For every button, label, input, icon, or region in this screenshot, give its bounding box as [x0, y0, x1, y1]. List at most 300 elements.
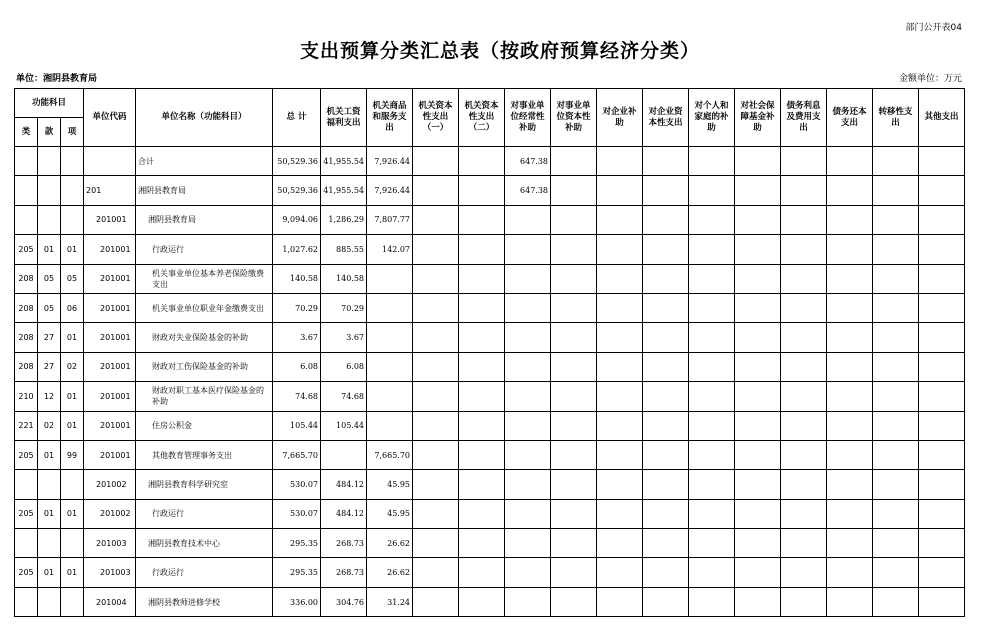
cell-total: 295.35 — [273, 529, 321, 558]
cell-name: 机关事业单位基本养老保险缴费支出 — [136, 264, 273, 293]
cell-c1 — [321, 440, 367, 469]
cell-empty — [551, 235, 597, 264]
header-total: 总 计 — [273, 89, 321, 147]
cell-kuan — [38, 176, 61, 205]
cell-empty — [735, 147, 781, 176]
cell-kuan: 27 — [38, 323, 61, 352]
cell-c1: 70.29 — [321, 293, 367, 322]
cell-empty — [551, 411, 597, 440]
cell-c1: 74.68 — [321, 382, 367, 411]
cell-empty — [689, 587, 735, 616]
cell-kuan — [38, 587, 61, 616]
cell-c3 — [413, 411, 459, 440]
cell-empty — [919, 587, 965, 616]
cell-c3 — [413, 176, 459, 205]
cell-empty — [551, 323, 597, 352]
cell-empty — [827, 205, 873, 234]
cell-c3 — [413, 470, 459, 499]
cell-empty — [827, 147, 873, 176]
cell-empty — [873, 587, 919, 616]
cell-name: 财政对失业保险基金的补助 — [136, 323, 273, 352]
cell-empty — [689, 323, 735, 352]
cell-c4 — [459, 235, 505, 264]
cell-kuan: 12 — [38, 382, 61, 411]
cell-empty — [735, 558, 781, 587]
cell-empty — [551, 176, 597, 205]
cell-c2: 31.24 — [367, 587, 413, 616]
cell-empty — [919, 235, 965, 264]
cell-c1: 268.73 — [321, 558, 367, 587]
header-xiang: 项 — [61, 118, 84, 147]
table-row — [15, 323, 965, 352]
cell-empty — [781, 205, 827, 234]
cell-empty — [643, 264, 689, 293]
cell-c3 — [413, 264, 459, 293]
cell-c1: 41,955.54 — [321, 147, 367, 176]
cell-lei — [15, 176, 38, 205]
cell-c5: 647.38 — [505, 147, 551, 176]
cell-lei — [15, 587, 38, 616]
cell-xiang: 01 — [61, 382, 84, 411]
cell-c2 — [367, 264, 413, 293]
cell-c5: 647.38 — [505, 176, 551, 205]
cell-name: 行政运行 — [136, 499, 273, 528]
cell-empty — [827, 235, 873, 264]
header-col: 债务利息及费用支出 — [781, 89, 827, 147]
cell-c5 — [505, 293, 551, 322]
page-title: 支出预算分类汇总表（按政府预算经济分类） — [299, 40, 700, 62]
header-col: 对个人和家庭的补助 — [689, 89, 735, 147]
cell-empty — [597, 558, 643, 587]
cell-empty — [551, 587, 597, 616]
cell-empty — [689, 352, 735, 381]
cell-name: 行政运行 — [136, 558, 273, 587]
cell-empty — [827, 382, 873, 411]
cell-empty — [827, 558, 873, 587]
header-col: 其他支出 — [919, 89, 965, 147]
table-row — [15, 382, 965, 411]
cell-empty — [873, 470, 919, 499]
cell-empty — [873, 558, 919, 587]
cell-empty — [597, 411, 643, 440]
cell-empty — [643, 499, 689, 528]
cell-c1: 484.12 — [321, 499, 367, 528]
cell-lei: 221 — [15, 411, 38, 440]
cell-empty — [735, 205, 781, 234]
cell-empty — [551, 440, 597, 469]
cell-c1: 105.44 — [321, 411, 367, 440]
cell-total: 74.68 — [273, 382, 321, 411]
cell-empty — [551, 352, 597, 381]
cell-empty — [873, 293, 919, 322]
cell-empty — [689, 264, 735, 293]
cell-empty — [551, 558, 597, 587]
cell-empty — [597, 235, 643, 264]
cell-total: 9,094.06 — [273, 205, 321, 234]
cell-empty — [873, 411, 919, 440]
cell-empty — [689, 529, 735, 558]
header-col: 对事业单位经常性补助 — [505, 89, 551, 147]
cell-lei: 210 — [15, 382, 38, 411]
cell-c3 — [413, 382, 459, 411]
cell-empty — [643, 529, 689, 558]
cell-c3 — [413, 293, 459, 322]
cell-empty — [781, 470, 827, 499]
cell-empty — [735, 323, 781, 352]
cell-total: 530.07 — [273, 499, 321, 528]
table-row — [15, 411, 965, 440]
cell-kuan — [38, 529, 61, 558]
cell-total: 295.35 — [273, 558, 321, 587]
cell-c4 — [459, 411, 505, 440]
cell-empty — [597, 352, 643, 381]
header-lei: 类 — [15, 118, 38, 147]
cell-empty — [827, 264, 873, 293]
cell-c5 — [505, 205, 551, 234]
cell-name: 财政对职工基本医疗保险基金的补助 — [136, 382, 273, 411]
table-row — [15, 264, 965, 293]
cell-c5 — [505, 264, 551, 293]
cell-kuan: 27 — [38, 352, 61, 381]
cell-c2 — [367, 411, 413, 440]
cell-c2 — [367, 352, 413, 381]
cell-c3 — [413, 235, 459, 264]
cell-empty — [919, 205, 965, 234]
cell-lei — [15, 205, 38, 234]
cell-lei: 208 — [15, 293, 38, 322]
cell-total: 336.00 — [273, 587, 321, 616]
cell-empty — [597, 323, 643, 352]
cell-empty — [781, 529, 827, 558]
cell-kuan: 02 — [38, 411, 61, 440]
cell-total: 530.07 — [273, 470, 321, 499]
table-row — [15, 235, 965, 264]
cell-code: 201003 — [84, 558, 136, 587]
cell-c4 — [459, 205, 505, 234]
cell-empty — [781, 352, 827, 381]
cell-c2 — [367, 293, 413, 322]
cell-empty — [551, 529, 597, 558]
cell-empty — [827, 411, 873, 440]
cell-c2: 7,926.44 — [367, 176, 413, 205]
table-body — [15, 147, 965, 617]
cell-empty — [827, 293, 873, 322]
cell-empty — [827, 176, 873, 205]
cell-empty — [919, 147, 965, 176]
cell-c1: 885.55 — [321, 235, 367, 264]
cell-xiang: 01 — [61, 558, 84, 587]
cell-c5 — [505, 352, 551, 381]
cell-empty — [873, 264, 919, 293]
cell-empty — [551, 205, 597, 234]
cell-code: 201003 — [84, 529, 136, 558]
cell-empty — [689, 176, 735, 205]
cell-empty — [735, 293, 781, 322]
cell-empty — [781, 323, 827, 352]
cell-empty — [781, 587, 827, 616]
cell-empty — [735, 440, 781, 469]
cell-empty — [597, 147, 643, 176]
cell-c4 — [459, 499, 505, 528]
cell-xiang: 06 — [61, 293, 84, 322]
cell-empty — [873, 440, 919, 469]
cell-xiang: 05 — [61, 264, 84, 293]
cell-empty — [689, 440, 735, 469]
cell-lei: 208 — [15, 352, 38, 381]
cell-code: 201001 — [84, 264, 136, 293]
cell-c3 — [413, 587, 459, 616]
cell-lei: 205 — [15, 558, 38, 587]
cell-lei: 208 — [15, 323, 38, 352]
cell-c4 — [459, 293, 505, 322]
header-col: 对事业单位资本性补助 — [551, 89, 597, 147]
cell-kuan: 01 — [38, 558, 61, 587]
cell-c3 — [413, 323, 459, 352]
cell-empty — [643, 411, 689, 440]
cell-empty — [873, 323, 919, 352]
cell-xiang — [61, 147, 84, 176]
cell-kuan — [38, 470, 61, 499]
cell-c3 — [413, 558, 459, 587]
table-row — [15, 470, 965, 499]
cell-c4 — [459, 529, 505, 558]
cell-empty — [643, 205, 689, 234]
cell-name: 合计 — [136, 147, 273, 176]
cell-empty — [781, 293, 827, 322]
cell-empty — [597, 440, 643, 469]
cell-empty — [689, 470, 735, 499]
cell-name: 湘阴县教育技术中心 — [136, 529, 273, 558]
cell-c3 — [413, 205, 459, 234]
cell-kuan: 01 — [38, 440, 61, 469]
cell-code: 201002 — [84, 499, 136, 528]
unit-label: 单位：湘阴县教育局 — [16, 74, 98, 84]
cell-empty — [689, 558, 735, 587]
cell-lei — [15, 147, 38, 176]
cell-empty — [873, 147, 919, 176]
table-row — [15, 499, 965, 528]
cell-empty — [919, 529, 965, 558]
budget-table — [14, 88, 965, 617]
cell-code: 201001 — [84, 205, 136, 234]
header-col: 机关资本性支出（二） — [459, 89, 505, 147]
cell-code: 201002 — [84, 470, 136, 499]
cell-c3 — [413, 147, 459, 176]
cell-code: 201001 — [84, 323, 136, 352]
cell-c5 — [505, 587, 551, 616]
cell-kuan: 05 — [38, 264, 61, 293]
cell-c5 — [505, 323, 551, 352]
cell-code: 201 — [84, 176, 136, 205]
header-col: 机关工资福利支出 — [321, 89, 367, 147]
cell-name: 住房公积金 — [136, 411, 273, 440]
cell-empty — [827, 470, 873, 499]
table-row — [15, 587, 965, 616]
cell-empty — [643, 470, 689, 499]
cell-xiang — [61, 587, 84, 616]
cell-name: 湘阴县教育局 — [136, 205, 273, 234]
header-col: 对社会保障基金补助 — [735, 89, 781, 147]
cell-kuan — [38, 205, 61, 234]
cell-c4 — [459, 587, 505, 616]
table-row — [15, 147, 965, 176]
cell-total: 6.08 — [273, 352, 321, 381]
cell-empty — [597, 382, 643, 411]
cell-empty — [919, 323, 965, 352]
header-col: 对企业补助 — [597, 89, 643, 147]
cell-name: 湘阴县教育科学研究室 — [136, 470, 273, 499]
cell-c1: 304.76 — [321, 587, 367, 616]
cell-name: 湘阴县教师进修学校 — [136, 587, 273, 616]
header-func-subject: 功能科目 — [15, 89, 84, 118]
cell-empty — [735, 264, 781, 293]
cell-empty — [827, 352, 873, 381]
cell-empty — [643, 293, 689, 322]
cell-c1: 6.08 — [321, 352, 367, 381]
cell-empty — [551, 499, 597, 528]
cell-c5 — [505, 529, 551, 558]
cell-empty — [827, 529, 873, 558]
cell-empty — [643, 147, 689, 176]
cell-empty — [597, 529, 643, 558]
cell-total: 1,027.62 — [273, 235, 321, 264]
cell-c1: 1,286.29 — [321, 205, 367, 234]
cell-empty — [551, 382, 597, 411]
cell-c2: 7,926.44 — [367, 147, 413, 176]
cell-c5 — [505, 235, 551, 264]
cell-c3 — [413, 352, 459, 381]
cell-c4 — [459, 382, 505, 411]
cell-code: 201004 — [84, 587, 136, 616]
cell-empty — [873, 352, 919, 381]
cell-total: 7,665.70 — [273, 440, 321, 469]
cell-xiang — [61, 529, 84, 558]
cell-c4 — [459, 470, 505, 499]
cell-empty — [781, 499, 827, 528]
header-unit-name: 单位名称（功能科目） — [136, 89, 273, 147]
cell-empty — [735, 529, 781, 558]
cell-empty — [643, 558, 689, 587]
cell-empty — [919, 293, 965, 322]
cell-empty — [781, 440, 827, 469]
cell-kuan — [38, 147, 61, 176]
cell-name: 机关事业单位职业年金缴费支出 — [136, 293, 273, 322]
cell-empty — [781, 147, 827, 176]
cell-lei: 205 — [15, 440, 38, 469]
cell-empty — [643, 440, 689, 469]
cell-code — [84, 147, 136, 176]
header-row-1 — [15, 89, 965, 118]
header-col: 对企业资本性支出 — [643, 89, 689, 147]
cell-empty — [689, 235, 735, 264]
cell-empty — [643, 587, 689, 616]
cell-empty — [551, 147, 597, 176]
cell-empty — [735, 587, 781, 616]
cell-code: 201001 — [84, 382, 136, 411]
cell-lei — [15, 470, 38, 499]
cell-empty — [781, 264, 827, 293]
cell-empty — [873, 176, 919, 205]
cell-c5 — [505, 499, 551, 528]
cell-empty — [689, 293, 735, 322]
cell-empty — [689, 411, 735, 440]
cell-c4 — [459, 264, 505, 293]
cell-total: 50,529.36 — [273, 176, 321, 205]
header-col: 转移性支出 — [873, 89, 919, 147]
cell-kuan: 01 — [38, 235, 61, 264]
cell-c1: 3.67 — [321, 323, 367, 352]
table-row — [15, 205, 965, 234]
cell-c2: 7,807.77 — [367, 205, 413, 234]
cell-empty — [781, 176, 827, 205]
cell-c1: 268.73 — [321, 529, 367, 558]
cell-empty — [735, 352, 781, 381]
header-unit-code: 单位代码 — [84, 89, 136, 147]
cell-empty — [735, 176, 781, 205]
cell-empty — [735, 382, 781, 411]
cell-c2: 142.07 — [367, 235, 413, 264]
cell-empty — [781, 558, 827, 587]
cell-name: 财政对工伤保险基金的补助 — [136, 352, 273, 381]
cell-empty — [919, 558, 965, 587]
cell-empty — [643, 382, 689, 411]
cell-empty — [781, 235, 827, 264]
cell-empty — [919, 264, 965, 293]
cell-empty — [689, 499, 735, 528]
cell-c4 — [459, 440, 505, 469]
cell-c2: 26.62 — [367, 529, 413, 558]
cell-c4 — [459, 352, 505, 381]
cell-empty — [689, 147, 735, 176]
cell-xiang: 99 — [61, 440, 84, 469]
cell-empty — [873, 382, 919, 411]
cell-empty — [689, 382, 735, 411]
cell-code: 201001 — [84, 352, 136, 381]
cell-code: 201001 — [84, 411, 136, 440]
cell-c2: 45.95 — [367, 499, 413, 528]
cell-empty — [643, 323, 689, 352]
header-col: 机关商品和服务支出 — [367, 89, 413, 147]
cell-empty — [643, 176, 689, 205]
table-row — [15, 440, 965, 469]
cell-c3 — [413, 529, 459, 558]
cell-empty — [919, 176, 965, 205]
cell-empty — [597, 499, 643, 528]
cell-empty — [919, 411, 965, 440]
table-row — [15, 558, 965, 587]
cell-c5 — [505, 558, 551, 587]
form-code: 部门公开表04 — [905, 23, 962, 33]
cell-xiang — [61, 470, 84, 499]
cell-name: 其他教育管理事务支出 — [136, 440, 273, 469]
cell-empty — [551, 470, 597, 499]
cell-empty — [597, 587, 643, 616]
cell-total: 70.29 — [273, 293, 321, 322]
cell-code: 201001 — [84, 293, 136, 322]
cell-lei: 208 — [15, 264, 38, 293]
cell-empty — [735, 235, 781, 264]
cell-empty — [781, 411, 827, 440]
cell-c2: 7,665.70 — [367, 440, 413, 469]
cell-empty — [919, 352, 965, 381]
cell-lei: 205 — [15, 499, 38, 528]
cell-lei — [15, 529, 38, 558]
cell-c5 — [505, 382, 551, 411]
cell-code: 201001 — [84, 235, 136, 264]
table-row — [15, 529, 965, 558]
cell-xiang: 01 — [61, 499, 84, 528]
cell-xiang: 02 — [61, 352, 84, 381]
